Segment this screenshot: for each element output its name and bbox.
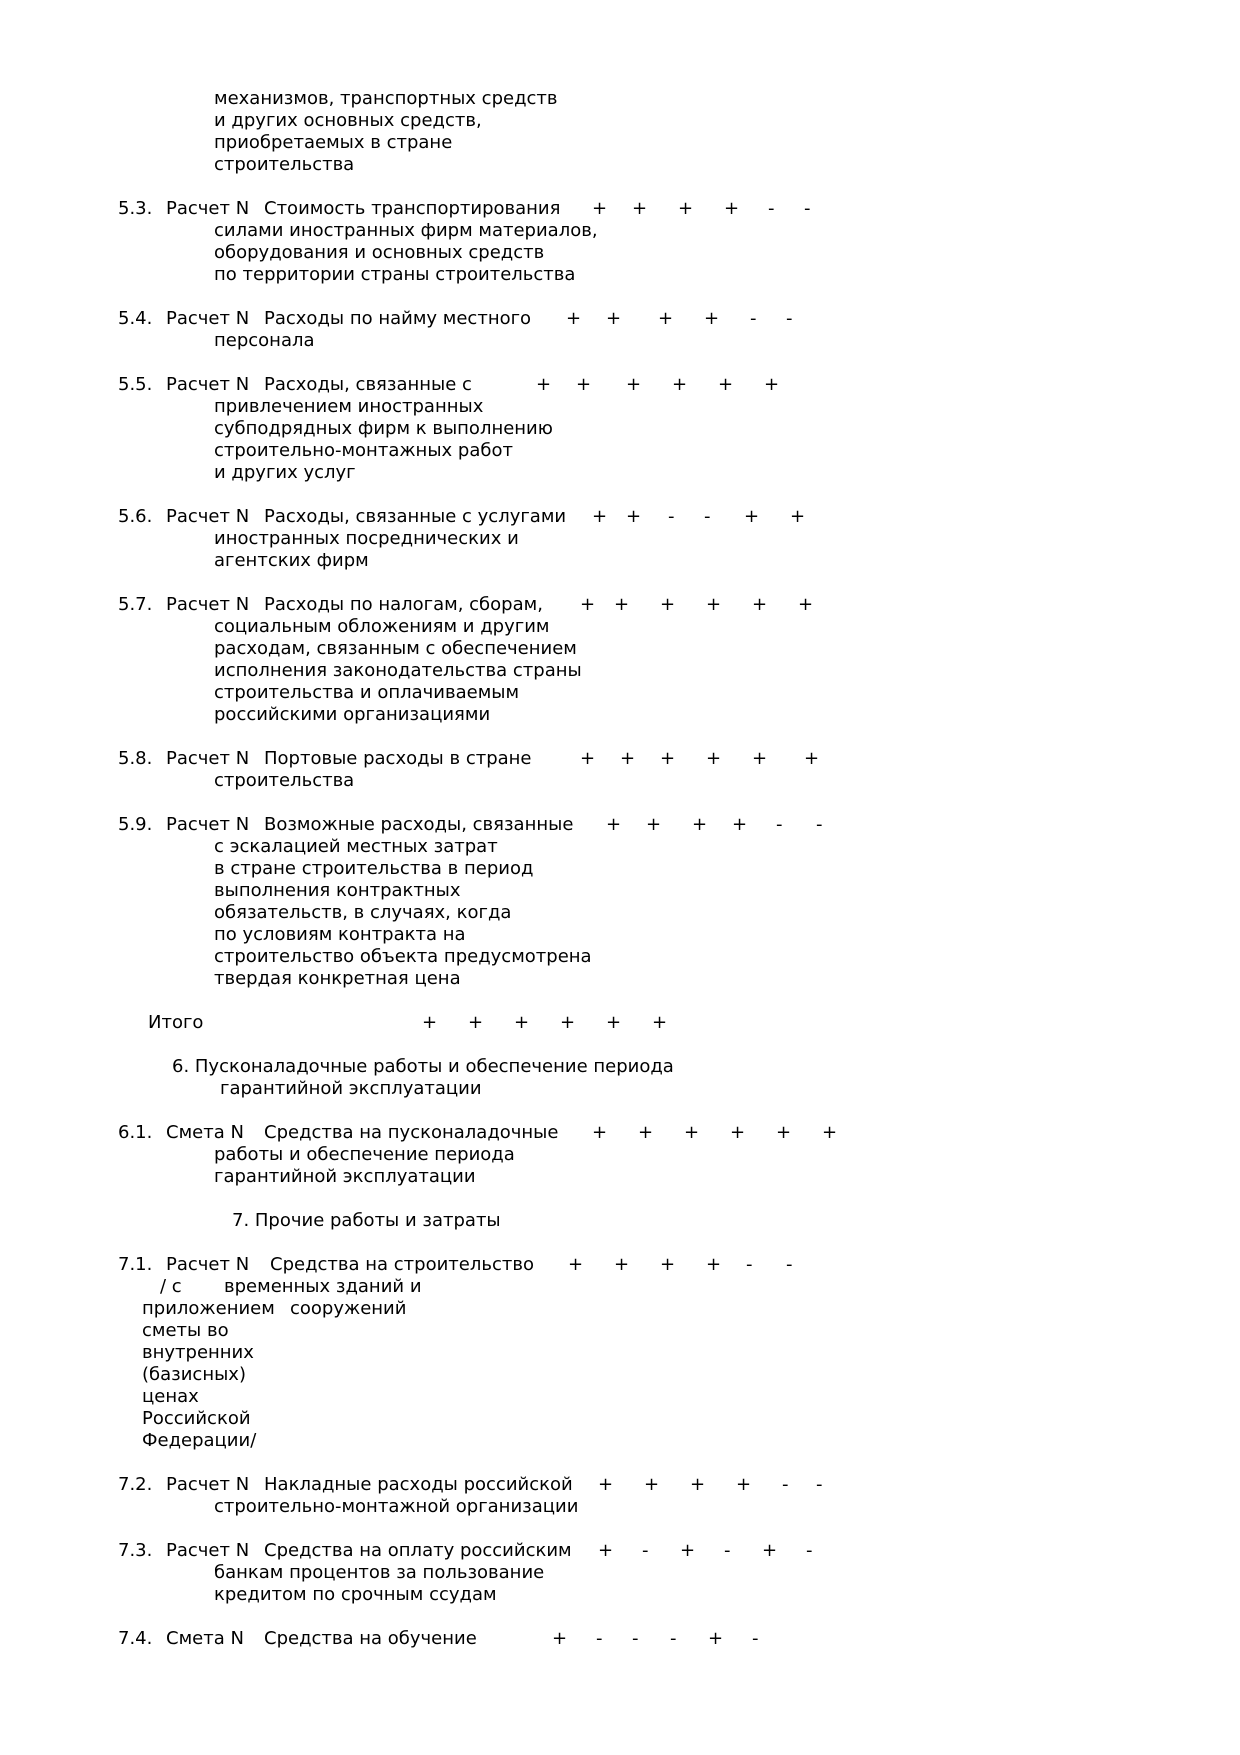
mark: + bbox=[744, 506, 760, 527]
item-title-continuation: выполнения контрактных bbox=[214, 880, 461, 901]
mark: + bbox=[576, 374, 592, 395]
item-title: Средства на оплату российским bbox=[264, 1540, 572, 1561]
item-marks bbox=[0, 198, 1240, 220]
doc-note-line: Российской bbox=[142, 1408, 251, 1429]
mark: + bbox=[798, 594, 814, 615]
mark: - bbox=[724, 1540, 731, 1561]
section-heading-line: гарантийной эксплуатации bbox=[220, 1078, 482, 1099]
mark: + bbox=[536, 374, 552, 395]
mark: + bbox=[606, 814, 622, 835]
mark: - bbox=[596, 1628, 603, 1649]
mark: + bbox=[638, 1122, 654, 1143]
item-number: 7.4. bbox=[118, 1628, 153, 1649]
mark: - bbox=[668, 506, 675, 527]
item-title-continuation: в стране строительства в период bbox=[214, 858, 534, 879]
item-title-continuation: временных зданий и bbox=[224, 1276, 422, 1297]
item-document-type: Расчет N bbox=[166, 814, 250, 835]
mark: + bbox=[626, 374, 642, 395]
mark: + bbox=[568, 1254, 584, 1275]
item-title-continuation: по условиям контракта на bbox=[214, 924, 466, 945]
mark: + bbox=[706, 594, 722, 615]
item-number: 5.6. bbox=[118, 506, 153, 527]
mark: - bbox=[670, 1628, 677, 1649]
mark: + bbox=[736, 1474, 752, 1495]
mark: - bbox=[816, 1474, 823, 1495]
item-marks bbox=[0, 1540, 1240, 1562]
item-title: Возможные расходы, связанные bbox=[264, 814, 574, 835]
item-title-continuation: банкам процентов за пользование bbox=[214, 1562, 545, 1583]
mark: + bbox=[692, 814, 708, 835]
mark: + bbox=[422, 1012, 438, 1033]
item-title: Средства на обучение bbox=[264, 1628, 477, 1649]
item-document-type: Расчет N bbox=[166, 1474, 250, 1495]
mark: + bbox=[560, 1012, 576, 1033]
item-marks bbox=[0, 1254, 1240, 1276]
item-title: Средства на пусконаладочные bbox=[264, 1122, 559, 1143]
mark: - bbox=[786, 1254, 793, 1275]
mark: - bbox=[750, 308, 757, 329]
doc-note-line: сметы во bbox=[142, 1320, 229, 1341]
item-number: 5.9. bbox=[118, 814, 153, 835]
mark: + bbox=[764, 374, 780, 395]
mark: + bbox=[592, 1122, 608, 1143]
item-title-continuation: строительства и оплачиваемым bbox=[214, 682, 520, 703]
item-marks bbox=[0, 374, 1240, 396]
item-title-continuation: субподрядных фирм к выполнению bbox=[214, 418, 553, 439]
item-title-continuation: строительно-монтажных работ bbox=[214, 440, 513, 461]
doc-note-line: ценах bbox=[142, 1386, 199, 1407]
mark: + bbox=[708, 1628, 724, 1649]
intro-line: приобретаемых в стране bbox=[214, 132, 453, 153]
mark: + bbox=[614, 1254, 630, 1275]
mark: - bbox=[782, 1474, 789, 1495]
item-title-continuation: гарантийной эксплуатации bbox=[214, 1166, 476, 1187]
item-title-continuation: обязательств, в случаях, когда bbox=[214, 902, 512, 923]
item-number: 5.3. bbox=[118, 198, 153, 219]
item-title-continuation: социальным обложениям и другим bbox=[214, 616, 550, 637]
item-title-continuation: строительство объекта предусмотрена bbox=[214, 946, 592, 967]
mark: + bbox=[592, 198, 608, 219]
mark: + bbox=[752, 748, 768, 769]
item-title-continuation: строительно-монтажной организации bbox=[214, 1496, 579, 1517]
item-title-continuation: исполнения законодательства страны bbox=[214, 660, 582, 681]
total-marks bbox=[0, 1012, 1240, 1034]
mark: + bbox=[672, 374, 688, 395]
item-title: Накладные расходы российской bbox=[264, 1474, 573, 1495]
mark: + bbox=[468, 1012, 484, 1033]
item-marks bbox=[0, 814, 1240, 836]
item-document-type: Расчет N bbox=[166, 374, 250, 395]
item-document-type: Расчет N bbox=[166, 594, 250, 615]
doc-note-line: (базисных) bbox=[142, 1364, 246, 1385]
item-document-type: Расчет N bbox=[166, 198, 250, 219]
item-document-type: Расчет N bbox=[166, 506, 250, 527]
mark: - bbox=[752, 1628, 759, 1649]
mark: + bbox=[776, 1122, 792, 1143]
mark: + bbox=[804, 748, 820, 769]
item-title-continuation: по территории страны строительства bbox=[214, 264, 576, 285]
item-number: 7.2. bbox=[118, 1474, 153, 1495]
mark: - bbox=[768, 198, 775, 219]
item-title-continuation: оборудования и основных средств bbox=[214, 242, 545, 263]
item-document-type: Расчет N bbox=[166, 1540, 250, 1561]
item-number: 5.4. bbox=[118, 308, 153, 329]
mark: + bbox=[592, 506, 608, 527]
total-label: Итого bbox=[148, 1012, 204, 1033]
mark: - bbox=[746, 1254, 753, 1275]
item-title: Стоимость транспортирования bbox=[264, 198, 561, 219]
item-document-type: Смета N bbox=[166, 1628, 244, 1649]
item-document-type: Расчет N bbox=[166, 1254, 250, 1275]
item-document-type: Смета N bbox=[166, 1122, 244, 1143]
mark: + bbox=[614, 594, 630, 615]
mark: + bbox=[626, 506, 642, 527]
mark: + bbox=[690, 1474, 706, 1495]
mark: + bbox=[514, 1012, 530, 1033]
intro-line: механизмов, транспортных средств bbox=[214, 88, 558, 109]
mark: + bbox=[598, 1474, 614, 1495]
mark: + bbox=[580, 594, 596, 615]
mark: + bbox=[646, 814, 662, 835]
mark: - bbox=[804, 198, 811, 219]
mark: - bbox=[816, 814, 823, 835]
intro-line: и других основных средств, bbox=[214, 110, 482, 131]
item-title: Расходы, связанные с bbox=[264, 374, 472, 395]
doc-note-line: приложением bbox=[142, 1298, 275, 1319]
item-title: Расходы, связанные с услугами bbox=[264, 506, 567, 527]
mark: + bbox=[706, 748, 722, 769]
mark: + bbox=[658, 308, 674, 329]
mark: + bbox=[644, 1474, 660, 1495]
mark: + bbox=[552, 1628, 568, 1649]
item-document-type: Расчет N bbox=[166, 308, 250, 329]
mark: + bbox=[620, 748, 636, 769]
item-number: 5.5. bbox=[118, 374, 153, 395]
item-marks bbox=[0, 1474, 1240, 1496]
mark: - bbox=[642, 1540, 649, 1561]
mark: + bbox=[660, 748, 676, 769]
mark: + bbox=[762, 1540, 778, 1561]
item-marks bbox=[0, 748, 1240, 770]
item-title-continuation: работы и обеспечение периода bbox=[214, 1144, 515, 1165]
mark: + bbox=[706, 1254, 722, 1275]
item-title-continuation: кредитом по срочным ссудам bbox=[214, 1584, 497, 1605]
item-marks bbox=[0, 1122, 1240, 1144]
doc-note-line: внутренних bbox=[142, 1342, 254, 1363]
item-title: Средства на строительство bbox=[270, 1254, 534, 1275]
item-title: Расходы по найму местного bbox=[264, 308, 532, 329]
item-title-continuation: с эскалацией местных затрат bbox=[214, 836, 498, 857]
mark: + bbox=[652, 1012, 668, 1033]
mark: + bbox=[580, 748, 596, 769]
item-title-continuation: строительства bbox=[214, 770, 355, 791]
item-title-continuation: иностранных посреднических и bbox=[214, 528, 519, 549]
mark: + bbox=[684, 1122, 700, 1143]
item-marks bbox=[0, 506, 1240, 528]
mark: - bbox=[704, 506, 711, 527]
mark: + bbox=[680, 1540, 696, 1561]
mark: + bbox=[632, 198, 648, 219]
item-number: 7.3. bbox=[118, 1540, 153, 1561]
mark: + bbox=[752, 594, 768, 615]
item-title-continuation: российскими организациями bbox=[214, 704, 491, 725]
mark: + bbox=[704, 308, 720, 329]
mark: + bbox=[718, 374, 734, 395]
mark: + bbox=[732, 814, 748, 835]
item-title-continuation: и других услуг bbox=[214, 462, 356, 483]
mark: + bbox=[678, 198, 694, 219]
item-title-continuation: персонала bbox=[214, 330, 315, 351]
section-7-heading: 7. Прочие работы и затраты bbox=[232, 1210, 501, 1231]
intro-line: строительства bbox=[214, 154, 355, 175]
item-title-continuation: агентских фирм bbox=[214, 550, 369, 571]
item-marks bbox=[0, 308, 1240, 330]
mark: + bbox=[724, 198, 740, 219]
item-marks bbox=[0, 1628, 1240, 1650]
item-number: 6.1. bbox=[118, 1122, 153, 1143]
doc-note-line: / с bbox=[160, 1276, 182, 1297]
mark: + bbox=[606, 308, 622, 329]
mark: + bbox=[790, 506, 806, 527]
mark: - bbox=[776, 814, 783, 835]
item-title-continuation: твердая конкретная цена bbox=[214, 968, 461, 989]
item-number: 7.1. bbox=[118, 1254, 153, 1275]
mark: + bbox=[660, 1254, 676, 1275]
mark: + bbox=[606, 1012, 622, 1033]
item-title: Портовые расходы в стране bbox=[264, 748, 532, 769]
mark: - bbox=[806, 1540, 813, 1561]
mark: + bbox=[566, 308, 582, 329]
mark: - bbox=[632, 1628, 639, 1649]
item-title-continuation: силами иностранных фирм материалов, bbox=[214, 220, 598, 241]
item-title-continuation: привлечением иностранных bbox=[214, 396, 484, 417]
mark: + bbox=[660, 594, 676, 615]
mark: + bbox=[730, 1122, 746, 1143]
section-heading-line: 6. Пусконаладочные работы и обеспечение периода bbox=[172, 1056, 674, 1077]
mark: + bbox=[822, 1122, 838, 1143]
mark: - bbox=[786, 308, 793, 329]
item-marks bbox=[0, 594, 1240, 616]
mark: + bbox=[598, 1540, 614, 1561]
item-title-continuation: расходам, связанным с обеспечением bbox=[214, 638, 577, 659]
item-number: 5.8. bbox=[118, 748, 153, 769]
doc-note-line: Федерации/ bbox=[142, 1430, 257, 1451]
item-title-continuation: сооружений bbox=[290, 1298, 407, 1319]
item-title: Расходы по налогам, сборам, bbox=[264, 594, 543, 615]
item-document-type: Расчет N bbox=[166, 748, 250, 769]
item-number: 5.7. bbox=[118, 594, 153, 615]
